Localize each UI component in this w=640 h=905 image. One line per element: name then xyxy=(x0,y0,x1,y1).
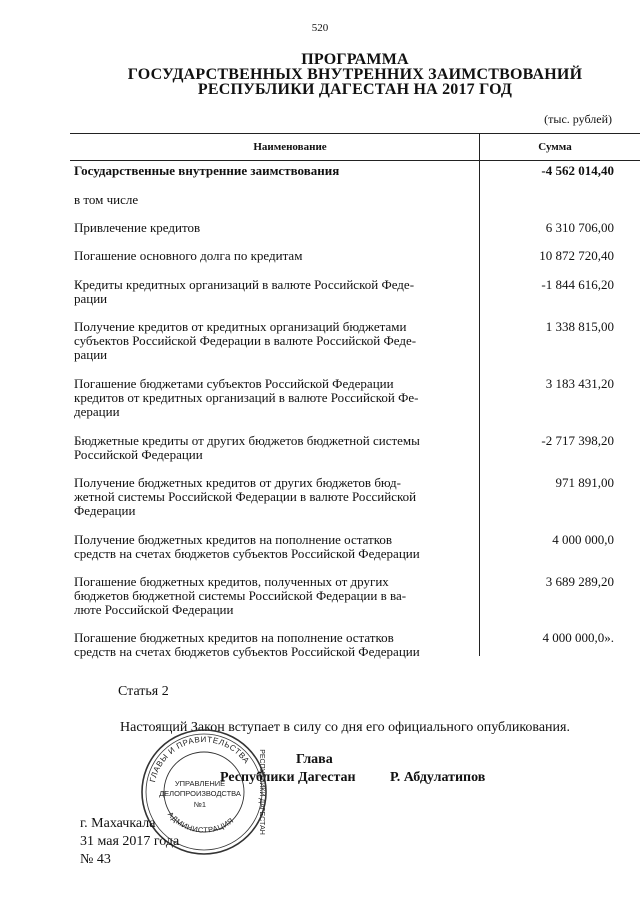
row-name-line: Получение бюджетных кредитов от других бюджетов бюд- xyxy=(74,475,401,490)
signatory-name: Р. Абдулатипов xyxy=(390,770,486,785)
table-row-name xyxy=(74,434,474,462)
row-name-line: рации xyxy=(74,347,108,362)
table-row-name xyxy=(74,193,474,207)
row-name-line: Бюджетные кредиты от других бюджетов бюджетной системы xyxy=(74,433,420,448)
table-row-value: 971 891,00 xyxy=(555,475,614,490)
table-row-value: 4 000 000,0 xyxy=(552,532,614,547)
stamp-ring-top-text: ПРАВИТЕЛЬСТВА xyxy=(174,734,252,766)
place-of-signing: г. Махачкала xyxy=(80,816,156,831)
table-row-value: 10 872 720,40 xyxy=(539,248,614,263)
row-name-line: средств на счетах бюджетов субъектов Российской Федерации xyxy=(74,644,420,659)
table-row-value: -4 562 014,40 xyxy=(541,163,614,178)
units-note: (тыс. рублей) xyxy=(544,112,612,126)
table-row-name xyxy=(74,221,474,235)
document-title xyxy=(60,52,640,97)
svg-text:АДМИНИСТРАЦИЯ xyxy=(166,810,236,835)
row-name-line: Федерации xyxy=(74,503,136,518)
page-number: 520 xyxy=(311,22,329,34)
row-name-line: в том числе xyxy=(74,192,139,207)
header-sum: Сумма xyxy=(538,141,572,153)
article-heading: Статья 2 xyxy=(118,684,169,699)
table-row-name xyxy=(74,631,474,659)
table-row-value: 4 000 000,0». xyxy=(542,630,614,645)
effect-clause: Настоящий Закон вступает в силу со дня его официального опубликования. xyxy=(120,720,570,735)
row-name-line: Погашение бюджетами субъектов Российской Федерации xyxy=(74,376,394,391)
stamp-center-line-2: ДЕЛОПРОИЗВОДСТВА xyxy=(159,789,241,798)
table-row-name xyxy=(74,278,474,306)
title-line-3: РЕСПУБЛИКИ ДАГЕСТАН НА 2017 ГОД xyxy=(197,81,513,98)
title-line-2: ГОСУДАРСТВЕННЫХ ВНУТРЕННИХ ЗАИМСТВОВАНИЙ xyxy=(127,66,583,83)
table-row-value: 3 689 289,20 xyxy=(545,574,614,589)
row-name-line: Погашение бюджетных кредитов, полученных от других xyxy=(74,574,389,589)
table-row-name xyxy=(74,575,474,617)
stamp-ring-left: ГЛАВЫ И xyxy=(148,745,177,784)
signature-position: Республики Дагестан xyxy=(220,770,356,785)
table-header-rule xyxy=(70,160,640,161)
row-name-line: бюджетов бюджетной системы Российской Федерации в ва- xyxy=(74,588,407,603)
table-row-value: -2 717 398,20 xyxy=(541,433,614,448)
row-name-line: Привлечение кредитов xyxy=(74,220,201,235)
row-name-line: Получение бюджетных кредитов на пополнение остатков xyxy=(74,532,393,547)
row-name-line: Погашение основного долга по кредитам xyxy=(74,248,303,263)
row-name-line: Погашение бюджетных кредитов на пополнение остатков xyxy=(74,630,394,645)
table-row-value: 3 183 431,20 xyxy=(545,376,614,391)
table-row-name xyxy=(74,249,474,263)
stamp-ring-right: РЕСПУБЛИКИ ДАГЕСТАН xyxy=(258,749,265,835)
table-row-value: -1 844 616,20 xyxy=(541,277,614,292)
title-line-1: ПРОГРАММА xyxy=(301,51,409,68)
signature-title: Глава xyxy=(296,752,333,767)
row-name-line: кредитов от кредитных организаций в валюте Российской Фе- xyxy=(74,390,419,405)
row-name-line: Государственные внутренние заимствования xyxy=(74,163,340,178)
row-name-line: дерации xyxy=(74,404,120,419)
table-top-rule xyxy=(70,133,640,134)
row-name-line: средств на счетах бюджетов субъектов Российской Федерации xyxy=(74,546,420,561)
table-row-name xyxy=(74,533,474,561)
row-name-line: субъектов Российской Федерации в валюте Российской Феде- xyxy=(74,333,417,348)
stamp-center-line-3: №1 xyxy=(193,800,207,809)
stamp-center-line-1: УПРАВЛЕНИЕ xyxy=(174,779,226,788)
row-name-line: Кредиты кредитных организаций в валюте Российской Феде- xyxy=(74,277,415,292)
row-name-line: жетной системы Российской Федерации в валюте Российской xyxy=(74,489,417,504)
header-name: Наименование xyxy=(253,141,327,153)
row-name-line: люте Российской Федерации xyxy=(74,602,234,617)
table-row-name xyxy=(74,320,474,362)
table-column-divider xyxy=(479,133,480,656)
row-name-line: Российской Федерации xyxy=(74,447,203,462)
table-row-value: 1 338 815,00 xyxy=(545,319,614,334)
table-row-name xyxy=(74,476,474,518)
date-of-signing: 31 мая 2017 года xyxy=(80,834,180,849)
document-number: № 43 xyxy=(80,852,111,867)
table-row-name xyxy=(74,164,474,178)
row-name-line: Получение кредитов от кредитных организаций бюджетами xyxy=(74,319,407,334)
row-name-line: рации xyxy=(74,291,108,306)
table-row-value: 6 310 706,00 xyxy=(545,220,614,235)
table-row-name xyxy=(74,377,474,419)
stamp-ring-bottom: АДМИНИСТРАЦИЯ xyxy=(165,809,236,835)
